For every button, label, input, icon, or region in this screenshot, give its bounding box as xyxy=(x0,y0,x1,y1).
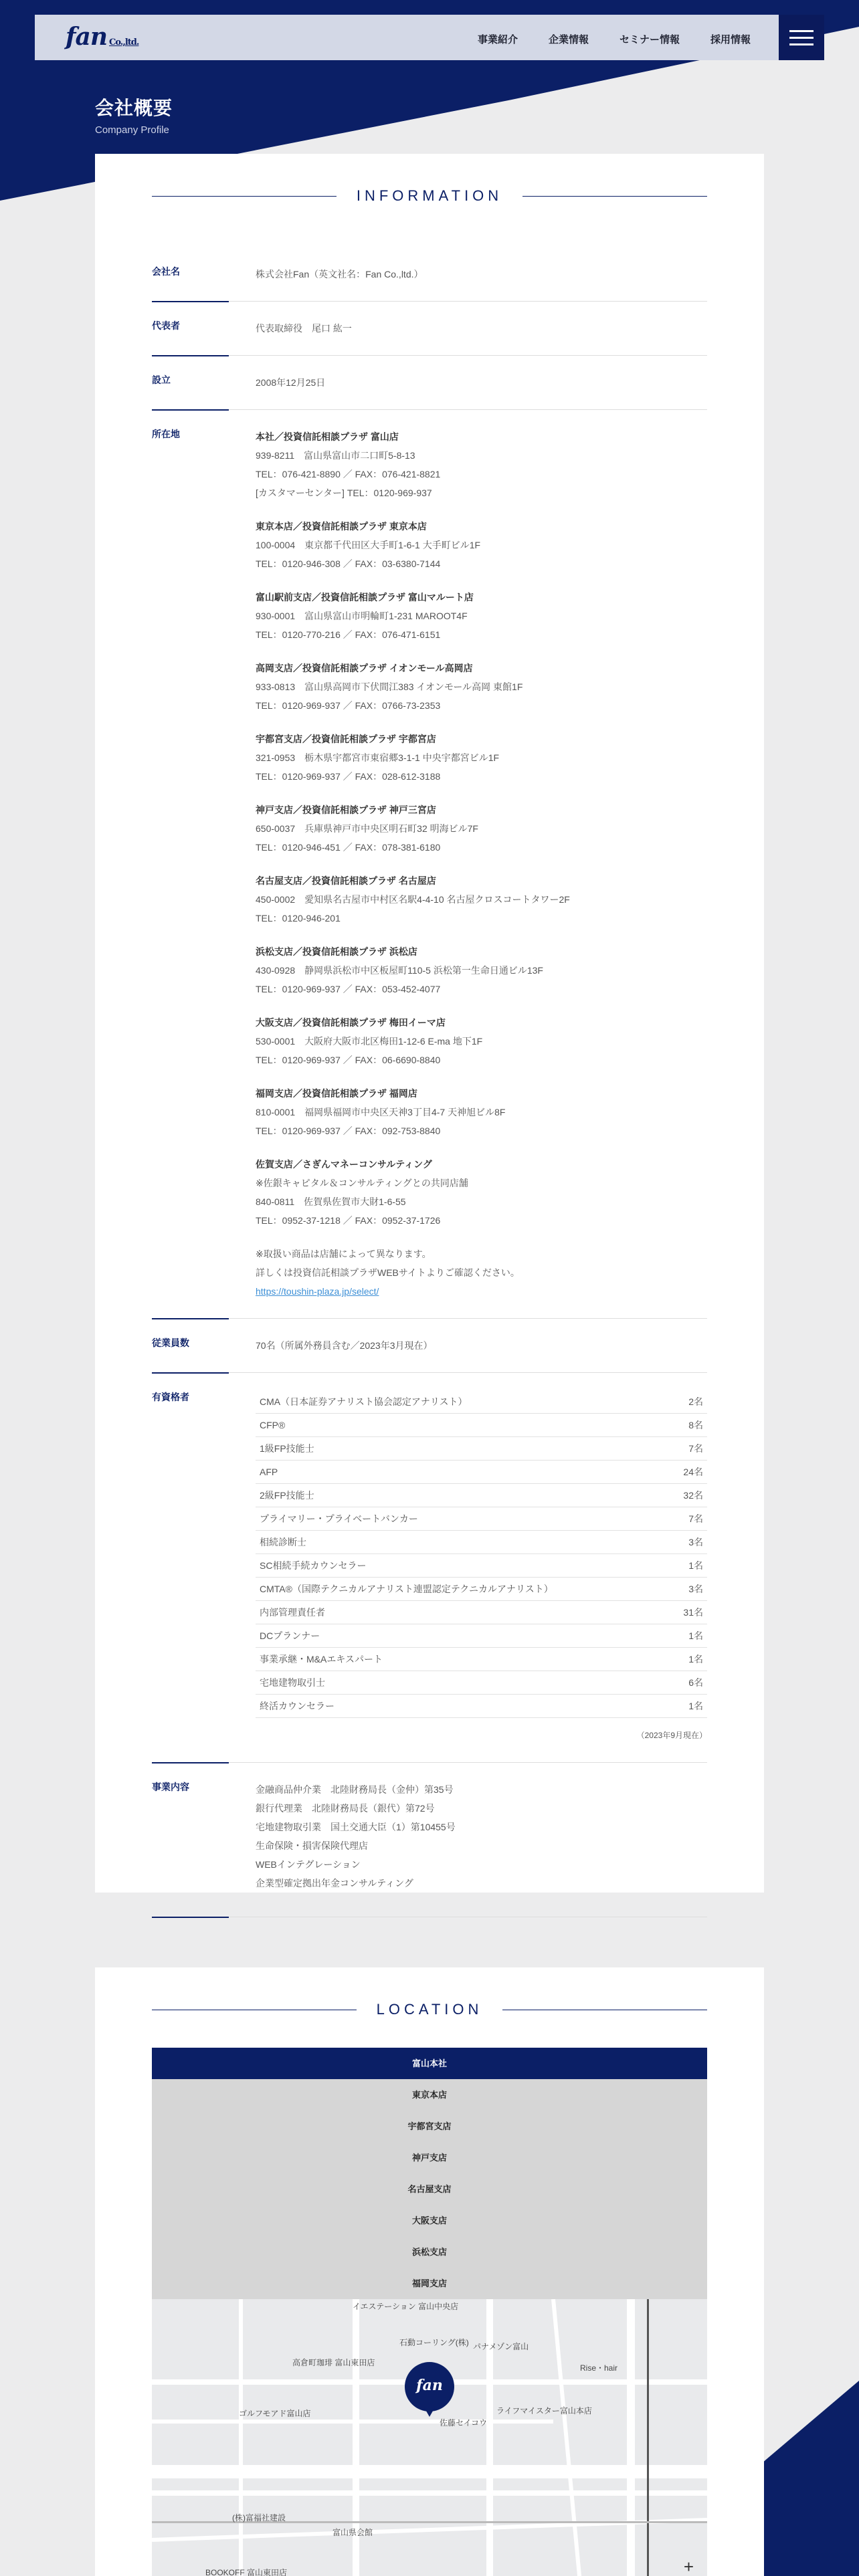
office-line: 650-0037 兵庫県神戸市中央区明石町32 明海ビル7F xyxy=(256,823,478,834)
location-tabs xyxy=(152,2048,707,2300)
office-name: 福岡支店／投資信託相談プラザ 福岡店 xyxy=(256,1088,417,1099)
site-header xyxy=(35,15,824,60)
qualification-name: 宅地建物取引士 xyxy=(260,1677,325,1688)
office-name: 本社／投資信託相談プラザ 富山店 xyxy=(256,431,399,442)
map-label: パナメゾン富山 xyxy=(473,2342,529,2351)
office-item xyxy=(256,730,707,786)
qualification-name: CMA（日本証券アナリスト協会認定アナリスト） xyxy=(260,1396,468,1407)
qualification-row xyxy=(256,1531,707,1554)
office-line: 933-0813 富山県高岡市下伏間江383 イオンモール高岡 東館1F xyxy=(256,681,523,692)
office-line: 840-0811 佐賀県佐賀市大財1-6-55 xyxy=(256,1196,406,1207)
office-line: TEL：0120-946-451 ／ FAX：078-381-6180 xyxy=(256,842,441,853)
information-heading: INFORMATION xyxy=(152,187,707,205)
office-item xyxy=(256,427,707,502)
qualification-name: DCプランナー xyxy=(260,1630,320,1641)
location-map[interactable] xyxy=(152,2299,707,2576)
qualification-name: 2級FP技能士 xyxy=(260,1490,314,1501)
office-name: 神戸支店／投資信託相談プラザ 神戸三宮店 xyxy=(256,804,436,815)
qualification-row xyxy=(256,1578,707,1601)
map-label: BOOKOFF 富山東田店 xyxy=(205,2568,288,2576)
office-item xyxy=(256,800,707,857)
office-item xyxy=(256,517,707,573)
information-card xyxy=(95,154,764,1893)
qualification-name: プライマリー・プライベートバンカー xyxy=(260,1513,418,1524)
location-tab[interactable]: 福岡支店 xyxy=(152,2268,707,2299)
info-table xyxy=(152,247,707,1910)
office-line: 100-0004 東京都千代田区大手町1-6-1 大手町ビル1F xyxy=(256,540,481,550)
row-company-name: 会社名 株式会社Fan（英文社名：Fan Co.,ltd.） xyxy=(152,266,423,280)
business-item: 生命保険・損害保険代理店 xyxy=(256,1840,368,1851)
fan-logo[interactable]: fan Co.,ltd. xyxy=(66,23,139,51)
nav-recruit[interactable]: 採用情報 xyxy=(710,34,751,45)
qualification-count: 2名 xyxy=(688,1396,703,1407)
qualification-count: 1名 xyxy=(688,1560,703,1571)
office-line: TEL：0120-969-937 ／ FAX：06-6690-8840 xyxy=(256,1055,441,1065)
location-tab[interactable]: 宇都宮支店 xyxy=(152,2111,707,2142)
qualification-row xyxy=(256,1554,707,1578)
qualification-count: 1名 xyxy=(688,1701,703,1711)
qualification-list xyxy=(256,1390,707,1745)
qualification-name: 終活カウンセラー xyxy=(260,1701,335,1711)
office-line: TEL：0120-770-216 ／ FAX：076-471-6151 xyxy=(256,629,441,640)
qualification-name: CMTA®（国際テクニカルアナリスト連盟認定テクニカルアナリスト） xyxy=(260,1584,553,1594)
office-line: TEL：0952-37-1218 ／ FAX：0952-37-1726 xyxy=(256,1215,441,1226)
location-heading: LOCATION xyxy=(152,2001,707,2018)
office-line: TEL：0120-946-201 xyxy=(256,913,341,924)
office-list xyxy=(256,427,707,1301)
qualification-name: AFP xyxy=(260,1467,278,1477)
office-line: 810-0001 福岡県福岡市中央区天神3丁目4-7 天神旭ビル8F xyxy=(256,1107,506,1117)
row-employees: 従業員数 70名（所属外務員含む／2023年3月現在） xyxy=(152,1318,707,1372)
map-label: Rise・hair xyxy=(580,2363,618,2373)
row-qualified: 有資格者 CMA（日本証券アナリスト協会認定アナリスト） 2名 CFP® 8名 1級FP技能士 7名 AFP 24名 2級FP技能士 32名 プライマリー・プライベートバンカー 7名 相続診断士 3名 SC相続手続カウンセラー 1名 CMTA®（国際テクニカルアナリスト連盟認定テクニカルアナリスト） 3名 内部管理責任者 31名 DCプランナー 1名 事業承継・M&Aエキスパート 1名 宅地建物取引士 6名 終活カウンセラー 1名 （2023年9月現在） xyxy=(152,1372,707,1762)
office-line: TEL：076-421-8890 ／ FAX：076-421-8821 xyxy=(256,469,441,479)
map-label: 高倉町珈琲 富山東田店 xyxy=(292,2358,375,2367)
qualification-count: 6名 xyxy=(688,1677,703,1688)
map-label: 佐藤セイコウ xyxy=(440,2418,488,2428)
row-address: 所在地 本社／投資信託相談プラザ 富山店 939-8211 富山県富山市二口町5-8-13 TEL：076-421-8890 ／ FAX：076-421-8821 [カスタマーセンター] TEL：0120-969-937 東京本店／投資信託相談プラザ 東京本店 100-0004 東京都千代田区大手町1-6-1 大手町ビル1F TEL：0120-946-308 ／ FAX：03-6380-7144 富山駅前支店／投資信託相談プラザ 富山マルート店 930-0001 富山県富山市明輪町1-231 MAROOT4F TEL：0120-770-216 ／ FAX：076-471-6151 高岡支店／投資信託相談プラザ イオンモール高岡店 933-0813 富山県高岡市下伏間江383 イオンモール高岡 東館1F TEL：0120-969-937 ／ FAX：0766-73-2353 宇都宮支店／投資信託相談プラザ 宇都宮店 321-0953 栃木県宇都宮市東宿郷3-1-1 中央宇都宮ビル1F TEL：0120-969-937 ／ FAX：028-612-3188 神戸支店／投資信託相談プラザ 神戸三宮店 650-0037 兵庫県神戸市中央区明石町32 明海ビル7F TEL：0120-946-451 ／ FAX：078-381-6180 名古屋支店／投資信託相談プラザ 名古屋店 450-0002 愛知県名古屋市中村区名駅4-4-10 名古屋クロスコートタワー2F TEL：0120-946-201 浜松支店／投資信託相談プラザ 浜松店 430-0928 静岡県浜松市中区板屋町110-5 浜松第一生命日通ビル13F TEL：0120-969-937 ／ FAX：053-452-4077 大阪支店／投資信託相談プラザ 梅田イーマ店 530-0001 大阪府大阪市北区梅田1-12-6 E-ma 地下1F TEL：0120-969-937 ／ FAX：06-6690-8840 福岡支店／投資信託相談プラザ 福岡店 810-0001 福岡県福岡市中央区天神3丁目4-7 天神旭ビル8F TEL：0120-969-937 ／ FAX：092-753-8840 佐賀支店／さぎんマネーコンサルティング ※佐銀キャピタル＆コンサルティングとの共同店舗 840-0811 佐賀県佐賀市大財1-6-55 TEL：0952-37-1218 ／ FAX：0952-37-1726 ※取扱い商品は店舗によって異なります。 詳しくは投資信託相談プラザWEBサイトよりご確認ください。 https://toushin-plaza.jp/select/ xyxy=(152,409,707,1318)
office-item xyxy=(256,1013,707,1069)
qualification-name: 相続診断士 xyxy=(260,1537,306,1547)
office-name: 名古屋支店／投資信託相談プラザ 名古屋店 xyxy=(256,875,436,886)
map-label: (株)富福社建設 xyxy=(232,2513,286,2523)
office-name: 大阪支店／投資信託相談プラザ 梅田イーマ店 xyxy=(256,1017,446,1028)
office-line: 530-0001 大阪府大阪市北区梅田1-12-6 E-ma 地下1F xyxy=(256,1036,483,1047)
qualification-count: 3名 xyxy=(688,1584,703,1594)
location-tab[interactable]: 神戸支店 xyxy=(152,2142,707,2173)
qualification-row xyxy=(256,1484,707,1507)
qualification-count: 32名 xyxy=(683,1490,703,1501)
office-item xyxy=(256,871,707,928)
qualification-count: 24名 xyxy=(683,1467,703,1477)
toushin-plaza-link[interactable]: https://toushin-plaza.jp/select/ xyxy=(256,1286,379,1297)
map-label: ゴルフモアド富山店 xyxy=(239,2409,311,2418)
office-line: [カスタマーセンター] TEL：0120-969-937 xyxy=(256,488,432,498)
office-line: TEL：0120-969-937 ／ FAX：053-452-4077 xyxy=(256,984,441,994)
office-line: 450-0002 愛知県名古屋市中村区名駅4-4-10 名古屋クロスコートタワー2F xyxy=(256,894,570,905)
page-title: 会社概要 xyxy=(95,98,173,118)
qualification-row xyxy=(256,1624,707,1648)
qualification-count: 31名 xyxy=(683,1607,703,1618)
qualification-row xyxy=(256,1601,707,1624)
office-line: 939-8211 富山県富山市二口町5-8-13 xyxy=(256,450,415,461)
qualification-name: SC相続手続カウンセラー xyxy=(260,1560,367,1571)
office-line: TEL：0120-969-937 ／ FAX：028-612-3188 xyxy=(256,771,441,782)
qualification-row xyxy=(256,1507,707,1531)
office-name: 富山駅前支店／投資信託相談プラザ 富山マルート店 xyxy=(256,592,474,603)
map-pin[interactable]: fan xyxy=(405,2362,454,2411)
location-tab[interactable]: 東京本店 xyxy=(152,2079,707,2111)
office-name: 佐賀支店／さぎんマネーコンサルティング xyxy=(256,1159,432,1170)
office-item xyxy=(256,942,707,998)
zoom-in-button[interactable]: + xyxy=(683,2557,694,2576)
qualification-count: 1名 xyxy=(688,1654,703,1665)
office-name: 東京本店／投資信託相談プラザ 東京本店 xyxy=(256,521,427,532)
office-line: 430-0928 静岡県浜松市中区板屋町110-5 浜松第一生命日通ビル13F xyxy=(256,965,543,976)
business-item: 銀行代理業 北陸財務局長（銀代）第72号 xyxy=(256,1803,435,1814)
qualification-name: 内部管理責任者 xyxy=(260,1607,325,1618)
business-item: 企業型確定拠出年金コンサルティング xyxy=(256,1878,413,1889)
page-heading xyxy=(95,94,173,136)
qualification-count: 7名 xyxy=(688,1513,703,1524)
location-tab[interactable]: 名古屋支店 xyxy=(152,2173,707,2205)
qualification-count: 3名 xyxy=(688,1537,703,1547)
office-item xyxy=(256,1084,707,1140)
nav-business[interactable]: 事業紹介 xyxy=(477,34,518,45)
qualification-count: 8名 xyxy=(688,1420,703,1430)
location-tab[interactable]: 大阪支店 xyxy=(152,2205,707,2236)
qualification-row xyxy=(256,1390,707,1414)
qualification-count: 1名 xyxy=(688,1630,703,1641)
qualification-name: CFP® xyxy=(260,1420,286,1430)
office-item xyxy=(256,659,707,715)
business-list xyxy=(256,1780,707,1893)
row-founded: 設立 2008年12月25日 xyxy=(152,355,707,409)
qualification-count: 7名 xyxy=(688,1443,703,1454)
qualification-row xyxy=(256,1695,707,1718)
note-text: 詳しくは投資信託相談プラザWEBサイトよりご確認ください。 xyxy=(256,1267,520,1278)
office-name: 宇都宮支店／投資信託相談プラザ 宇都宮店 xyxy=(256,734,436,744)
business-item: 金融商品仲介業 北陸財務局長（金仲）第35号 xyxy=(256,1784,454,1795)
qualification-name: 事業承継・M&Aエキスパート xyxy=(260,1654,383,1665)
location-tab[interactable]: 富山本社 xyxy=(152,2048,707,2079)
note-text: ※取扱い商品は店舗によって異なります。 xyxy=(256,1249,432,1259)
office-line: TEL：0120-969-937 ／ FAX：0766-73-2353 xyxy=(256,700,441,711)
qualification-date: （2023年9月現在） xyxy=(636,1731,707,1740)
page-subtitle: Company Profile xyxy=(95,124,169,136)
map-label: 石動コーリング(株) xyxy=(399,2338,469,2347)
office-line: ※佐銀キャピタル＆コンサルティングとの共同店舗 xyxy=(256,1178,468,1188)
qualification-row xyxy=(256,1461,707,1484)
office-line: TEL：0120-969-937 ／ FAX：092-753-8840 xyxy=(256,1125,441,1136)
row-business: 事業内容 金融商品仲介業 北陸財務局長（金仲）第35号 銀行代理業 北陸財務局長（銀代）第72号 宅地建物取引業 国土交通大臣（1）第10455号 生命保険・損害保険代理店 WEBインテグレーション 企業型確定拠出年金コンサルティング xyxy=(152,1762,707,1910)
qualification-name: 1級FP技能士 xyxy=(260,1443,314,1454)
row-representative: 代表者 代表取締役 尾口 紘一 xyxy=(152,301,707,355)
map-label: イエステーション 富山中央店 xyxy=(353,2302,459,2311)
nav-seminar[interactable]: セミナー情報 xyxy=(619,34,680,45)
business-item: 宅地建物取引業 国土交通大臣（1）第10455号 xyxy=(256,1822,456,1832)
map-label: ライフマイスター富山本店 xyxy=(496,2406,592,2416)
office-line: TEL：0120-946-308 ／ FAX：03-6380-7144 xyxy=(256,558,441,569)
map-label: 富山県会館 xyxy=(332,2528,373,2537)
business-item: WEBインテグレーション xyxy=(256,1859,361,1870)
office-item xyxy=(256,588,707,644)
location-tab[interactable]: 浜松支店 xyxy=(152,2236,707,2268)
qualification-row xyxy=(256,1414,707,1437)
hamburger-icon[interactable] xyxy=(779,15,824,60)
qualification-row xyxy=(256,1648,707,1671)
qualification-row xyxy=(256,1671,707,1695)
nav-company[interactable]: 企業情報 xyxy=(548,34,589,45)
office-line: 321-0953 栃木県宇都宮市東宿郷3-1-1 中央宇都宮ビル1F xyxy=(256,752,500,763)
office-name: 浜松支店／投資信託相談プラザ 浜松店 xyxy=(256,946,417,957)
office-item xyxy=(256,1155,707,1230)
location-card xyxy=(95,1967,764,2576)
office-name: 高岡支店／投資信託相談プラザ イオンモール高岡店 xyxy=(256,663,473,673)
office-line: 930-0001 富山県富山市明輪町1-231 MAROOT4F xyxy=(256,611,468,621)
qualification-row xyxy=(256,1437,707,1461)
global-nav xyxy=(478,32,751,46)
store-notes xyxy=(256,1245,707,1301)
